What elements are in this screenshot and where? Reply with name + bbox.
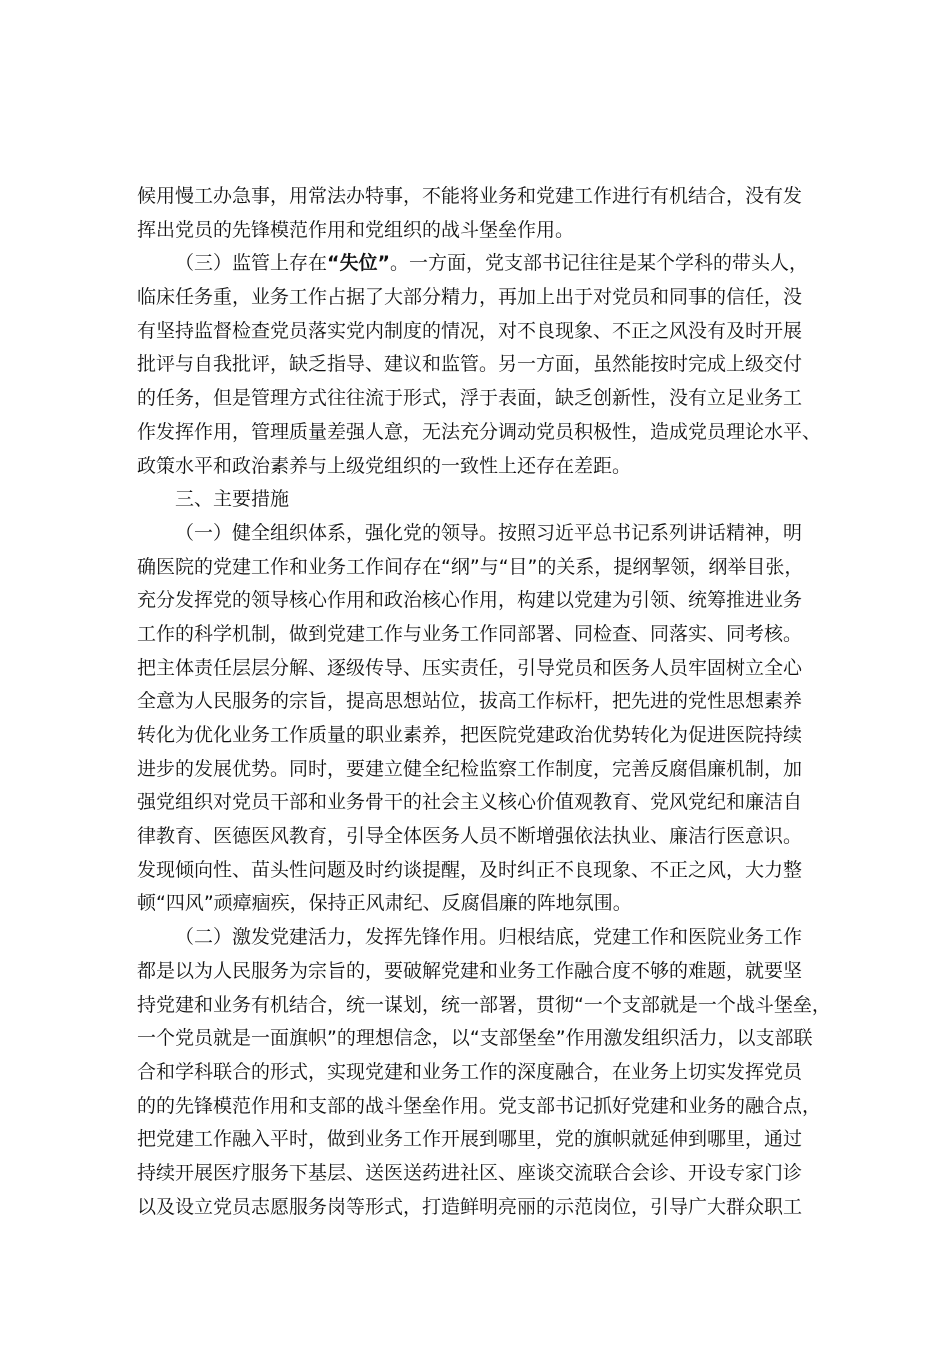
text-line: 律教育、医德医风教育，引导全体医务人员不断增强依法执业、廉洁行医意识。 xyxy=(137,825,803,848)
text-line: 工作的科学机制，做到党建工作与业务工作同部署、同检查、同落实、同考核。 xyxy=(137,622,803,645)
text-line: 合和学科联合的形式，实现党建和业务工作的深度融合，在业务上切实发挥党员 xyxy=(137,1060,803,1083)
text-line: 把主体责任层层分解、逐级传导、压实责任，引导党员和医务人员牢固树立全心 xyxy=(137,656,803,679)
text-line: 临床任务重，业务工作占据了大部分精力，再加上出于对党员和同事的信任，没 xyxy=(137,286,803,309)
text-segment: （三）监管上存在 xyxy=(175,252,328,275)
text-line: 把党建工作融入平时，做到业务工作开展到哪里，党的旗帜就延伸到哪里，通过 xyxy=(137,1128,803,1151)
emphasis-text: “失位” xyxy=(327,252,390,275)
text-line: （一）健全组织体系，强化党的领导。按照习近平总书记系列讲话精神，明 xyxy=(175,521,803,544)
text-line: 的的先锋模范作用和支部的战斗堡垒作用。党支部书记抓好党建和业务的融合点， xyxy=(137,1094,822,1117)
text-line: 确医院的党建工作和业务工作间存在“纲”与“目”的关系，提纲挈领，纲举目张， xyxy=(137,555,804,578)
text-line: 批评与自我批评，缺乏指导、建议和监管。另一方面，虽然能按时完成上级交付 xyxy=(137,353,803,376)
text-line: 充分发挥党的领导核心作用和政治核心作用，构建以党建为引领、统筹推进业务 xyxy=(137,589,803,612)
text-line: 发现倾向性、苗头性问题及时约谈提醒，及时纠正不良现象、不正之风，大力整 xyxy=(137,858,803,881)
text-line: 政策水平和政治素养与上级党组织的一致性上还存在差距。 xyxy=(137,454,632,477)
text-line: 以及设立党员志愿服务岗等形式，打造鲜明亮丽的示范岗位，引导广大群众职工 xyxy=(137,1195,803,1218)
text-line: 的任务，但是管理方式往往流于形式，浮于表面，缺乏创新性，没有立足业务工 xyxy=(137,387,803,410)
text-line: 作发挥作用，管理质量差强人意，无法充分调动党员积极性，造成党员理论水平、 xyxy=(137,420,822,443)
document-body xyxy=(137,180,837,1224)
text-line: 候用慢工办急事，用常法办特事，不能将业务和党建工作进行有机结合，没有发 xyxy=(137,185,803,207)
text-line: 全意为人民服务的宗旨，提高思想站位，拔高工作标杆，把先进的党性思想素养 xyxy=(137,690,803,713)
section-heading: 三、主要措施 xyxy=(175,488,290,511)
text-line: 挥出党员的先锋模范作用和党组织的战斗堡垒作用。 xyxy=(137,218,575,241)
text-line-section-three xyxy=(137,247,837,281)
text-segment: 。一方面，党支部书记往往是某个学科的带头人， xyxy=(390,252,809,275)
text-line: 转化为优化业务工作质量的职业素养，把医院党建政治优势转化为促进医院持续 xyxy=(137,724,803,746)
text-line: 有坚持监督检查党员落实党内制度的情况，对不良现象、不正之风没有及时开展 xyxy=(137,319,803,342)
text-line: 一个党员就是一面旗帜”的理想信念，以“支部堡垒”作用激发组织活力，以支部联 xyxy=(137,1027,813,1050)
text-line: 进步的发展优势。同时，要建立健全纪检监察工作制度，完善反腐倡廉机制，加 xyxy=(137,757,803,780)
text-line: （二）激发党建活力，发挥先锋作用。归根结底，党建工作和医院业务工作 xyxy=(175,926,803,949)
text-line: 持党建和业务有机结合，统一谋划，统一部署，贯彻“一个支部就是一个战斗堡垒， xyxy=(137,993,831,1016)
text-line: 顿“四风”顽瘴痼疾，保持正风肃纪、反腐倡廉的阵地氛围。 xyxy=(137,892,632,915)
text-line: 强党组织对党员干部和业务骨干的社会主义核心价值观教育、党风党纪和廉洁自 xyxy=(137,791,803,814)
text-line: 持续开展医疗服务下基层、送医送药进社区、座谈交流联合会诊、开设专家门诊 xyxy=(137,1161,803,1184)
text-line: 都是以为人民服务为宗旨的，要破解党建和业务工作融合度不够的难题，就要坚 xyxy=(137,959,803,982)
